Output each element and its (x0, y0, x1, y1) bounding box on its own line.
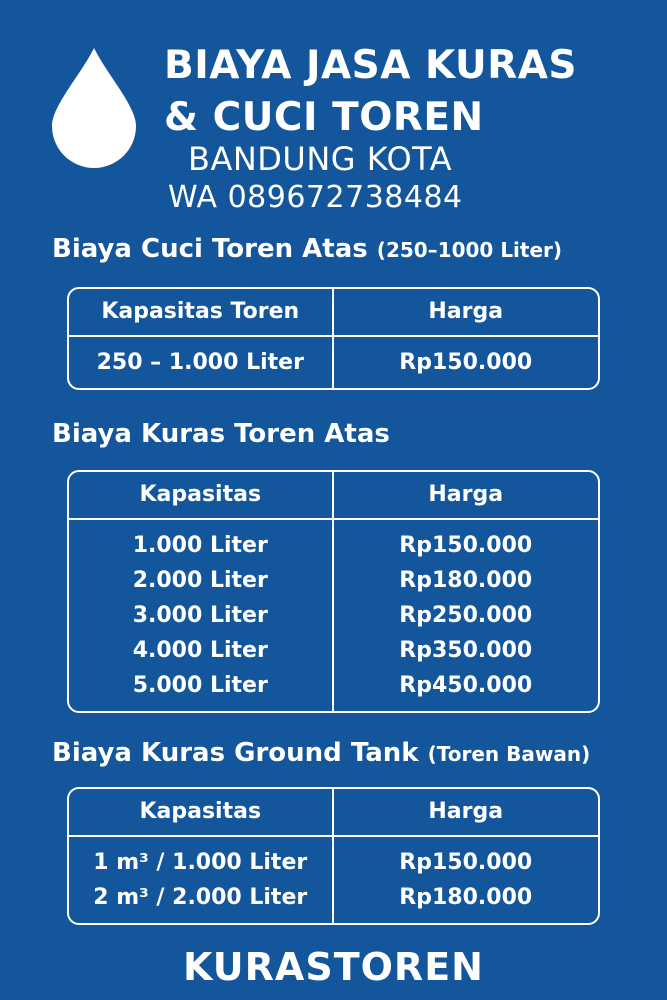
table-cell-capacity: 5.000 Liter (132, 673, 268, 698)
price-column (334, 837, 599, 923)
table-cell-price: Rp150.000 (399, 350, 533, 375)
column-header-capacity: Kapasitas (69, 789, 334, 835)
table-header-row (69, 289, 598, 337)
title-line-2: & CUCI TOREN (164, 95, 484, 140)
section-title-text: Biaya Kuras Toren Atas (52, 419, 390, 449)
price-table-ground-tank (67, 787, 600, 925)
column-header-price: Harga (428, 482, 504, 507)
table-cell-capacity: 1.000 Liter (132, 533, 268, 558)
table-cell-price: Rp180.000 (399, 568, 533, 593)
title-line-1: BIAYA JASA KURAS (164, 43, 578, 88)
water-drop-icon (50, 46, 138, 170)
column-header-price: Harga (428, 799, 504, 824)
whatsapp-contact: WA 089672738484 (168, 180, 463, 215)
table-cell-price: Rp150.000 (399, 533, 533, 558)
section-title-ground-tank (52, 737, 590, 770)
table-cell-capacity: 1 m³ / 1.000 Liter (93, 850, 308, 875)
table-cell-capacity: 2 m³ / 2.000 Liter (93, 885, 308, 910)
capacity-column (69, 337, 334, 388)
brand-footer: KURASTOREN (183, 945, 484, 989)
table-body (69, 337, 598, 388)
section-title-kuras-atas (52, 418, 390, 450)
price-column (334, 520, 599, 711)
section-subtitle: (250–1000 Liter) (376, 238, 563, 262)
price-table-kuras-atas (67, 470, 600, 713)
column-header-capacity: Kapasitas Toren (69, 289, 334, 335)
table-header-row (69, 472, 598, 520)
column-header-price: Harga (428, 299, 504, 324)
section-title-text: Biaya Cuci Toren Atas (52, 234, 368, 264)
table-cell-price: Rp150.000 (399, 850, 533, 875)
table-cell-price: Rp450.000 (399, 673, 533, 698)
section-title-cuci (52, 233, 562, 266)
price-table-cuci (67, 287, 600, 390)
table-header-row (69, 789, 598, 837)
table-cell-price: Rp180.000 (399, 885, 533, 910)
table-body (69, 837, 598, 923)
table-cell-capacity: 4.000 Liter (132, 638, 268, 663)
table-cell-capacity: 2.000 Liter (132, 568, 268, 593)
column-header-capacity: Kapasitas (69, 472, 334, 518)
table-cell-capacity: 3.000 Liter (132, 603, 268, 628)
price-column (334, 337, 599, 388)
capacity-column (69, 520, 334, 711)
section-subtitle: (Toren Bawan) (427, 742, 591, 766)
city-label: BANDUNG KOTA (188, 140, 453, 178)
table-cell-price: Rp350.000 (399, 638, 533, 663)
table-body (69, 520, 598, 711)
table-cell-capacity: 250 – 1.000 Liter (96, 350, 304, 375)
section-title-text: Biaya Kuras Ground Tank (52, 738, 419, 768)
page-title (164, 40, 577, 144)
capacity-column (69, 837, 334, 923)
table-cell-price: Rp250.000 (399, 603, 533, 628)
